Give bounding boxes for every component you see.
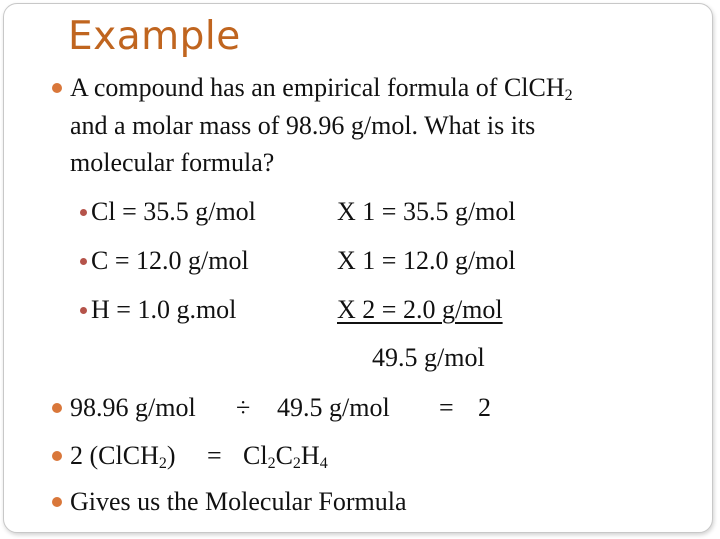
molecular-formula bbox=[243, 441, 328, 471]
division-a: 98.96 g/mol bbox=[70, 393, 196, 422]
element-cl-product: X 1 = 35.5 g/mol bbox=[337, 197, 516, 226]
question-line-1 bbox=[70, 73, 573, 103]
formula-c: C bbox=[275, 441, 293, 470]
formula-cl: Cl bbox=[243, 441, 268, 470]
question-line-2: and a molar mass of 98.96 g/mol. What is its bbox=[70, 111, 536, 140]
division-b: 49.5 g/mol bbox=[277, 393, 390, 422]
multiplication-sub: 2 bbox=[158, 455, 167, 472]
formula-c-sub: 2 bbox=[292, 455, 301, 472]
element-h-mass: H = 1.0 g.mol bbox=[91, 295, 237, 324]
slide-title: Example bbox=[68, 14, 241, 59]
division-result: 2 bbox=[478, 393, 491, 422]
sub-bullet-dot bbox=[80, 307, 87, 314]
multiplication-pre: 2 (ClCH bbox=[70, 441, 159, 470]
element-c-mass: C = 12.0 g/mol bbox=[91, 246, 249, 275]
question-text: A compound has an empirical formula of ClCH bbox=[70, 73, 565, 102]
element-cl-mass: Cl = 35.5 g/mol bbox=[91, 197, 256, 226]
bullet-dot bbox=[52, 497, 62, 507]
question-subscript: 2 bbox=[564, 87, 573, 104]
multiplication-lhs bbox=[70, 441, 176, 471]
formula-cl-sub: 2 bbox=[267, 455, 276, 472]
conclusion-text: Gives us the Molecular Formula bbox=[70, 487, 407, 516]
formula-h-sub: 4 bbox=[319, 455, 328, 472]
sub-bullet-dot bbox=[80, 209, 87, 216]
bullet-dot bbox=[52, 451, 62, 461]
multiplication-post: ) bbox=[166, 441, 176, 470]
multiplication-equals: = bbox=[207, 441, 222, 470]
division-equals: = bbox=[439, 393, 454, 422]
formula-h: H bbox=[300, 441, 320, 470]
bullet-dot bbox=[52, 83, 62, 93]
element-h-product: X 2 = 2.0 g/mol bbox=[337, 295, 503, 324]
division-operator: ÷ bbox=[236, 393, 251, 422]
sub-bullet-dot bbox=[80, 258, 87, 265]
question-line-3: molecular formula? bbox=[70, 148, 275, 177]
empirical-mass-total: 49.5 g/mol bbox=[372, 343, 485, 372]
element-c-product: X 1 = 12.0 g/mol bbox=[337, 246, 516, 275]
bullet-dot bbox=[52, 403, 62, 413]
